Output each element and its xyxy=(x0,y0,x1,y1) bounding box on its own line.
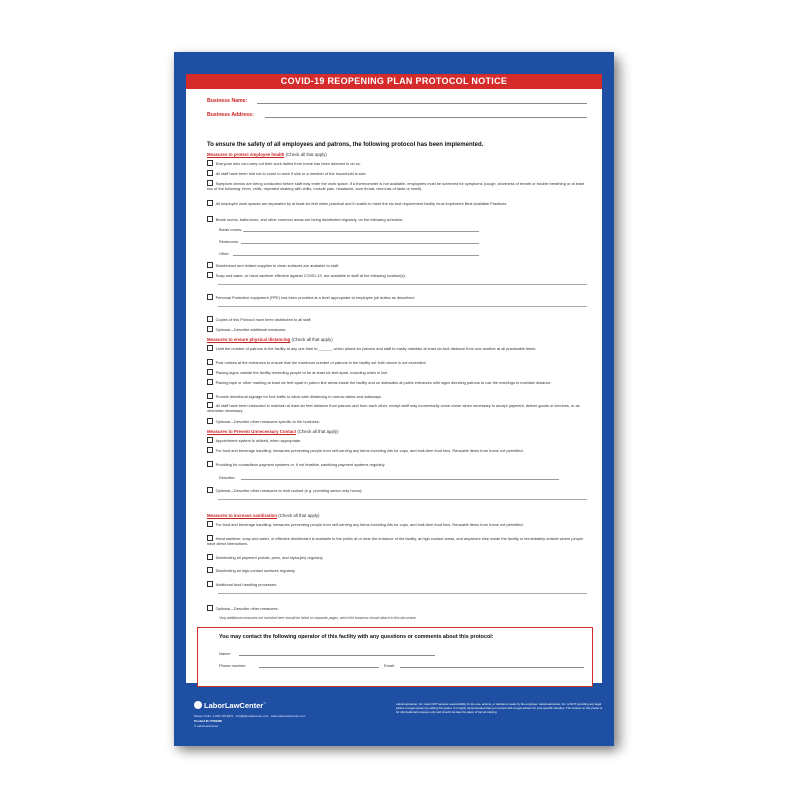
list-item: Optional—Describe other measures specific to the business: xyxy=(207,418,587,424)
checkbox[interactable] xyxy=(207,262,213,268)
list-item: Optional—Describe other measures to limit contact (e.g. providing senior-only hours): xyxy=(207,487,587,493)
business-address-label: Business Address: xyxy=(207,112,254,118)
list-item: Disinfecting all high-contact surfaces regularly. xyxy=(207,567,587,573)
list-item: Symptom checks are being conducted before staff may enter the work space. If a thermometer is not available, employees must be screened for symptoms (cough, shortness of breath or trouble breathing or at least two of the following: fever, chills, repeated shaking with chills, muscle pain, headache, sore throat, new loss of taste or smell). xyxy=(207,181,585,192)
poster-sheet xyxy=(186,74,602,683)
contact-phone-field: Phone number: xyxy=(219,663,379,668)
contact-name-field: Name: xyxy=(219,651,419,656)
poster-title: COVID-19 REOPENING PLAN PROTOCOL NOTICE xyxy=(186,74,602,89)
list-item: Disinfecting all payment portals, pens, and stylus(es) regularly. xyxy=(207,554,587,560)
list-item: For food and beverage handling: measures preventing people from self-serving any items including lids for cups, and bulk-item food bins. Reusable items from home not permitted. xyxy=(207,447,587,453)
section-employee-health-header xyxy=(207,152,587,157)
business-address-line[interactable] xyxy=(265,117,587,118)
list-item: Providing for contactless payment systems or, if not feasible, sanitizing payment systems regularly. xyxy=(207,461,587,467)
form-content xyxy=(186,89,602,683)
section-note: (Check all that apply) xyxy=(291,337,333,342)
section-title: Measures to protect employee health xyxy=(207,152,285,157)
business-name-line[interactable] xyxy=(257,103,587,104)
checkbox[interactable] xyxy=(207,200,213,206)
checkbox[interactable] xyxy=(207,326,213,332)
checkbox[interactable] xyxy=(207,581,213,587)
schedule-restrooms: Restrooms: xyxy=(219,239,479,244)
checkbox[interactable] xyxy=(207,369,213,375)
list-item: For food and beverage handling: measures preventing people from self-serving any items including lids for cups, and bulk-item food bins. Reusable items from home not permitted. xyxy=(207,521,587,527)
checkbox[interactable] xyxy=(207,345,213,351)
checkbox[interactable] xyxy=(207,216,213,222)
blank-line[interactable] xyxy=(218,284,587,285)
blank-line[interactable] xyxy=(218,593,587,594)
list-item: Copies of this Protocol have been distributed to all staff. xyxy=(207,316,587,322)
section-title: Measures to ensure physical distancing xyxy=(207,337,291,342)
section-sanitization-header xyxy=(207,513,587,518)
globe-icon xyxy=(194,701,202,709)
contact-email-line[interactable] xyxy=(400,667,584,668)
checkbox[interactable] xyxy=(207,567,213,573)
list-item: Post notices at the entrances to ensure that the maximum number of patrons in the facility set forth above is not exceeded. xyxy=(207,359,587,365)
schedule-line[interactable] xyxy=(243,231,479,232)
describe-line[interactable] xyxy=(241,479,559,480)
list-item: Placing signs outside the facility reminding people to be at least six feet apart, including when in line. xyxy=(207,369,587,375)
schedule-break-rooms: Break rooms: xyxy=(219,227,479,232)
list-item: Personal Protective equipment (PPE) has been provided at a level appropriate to employee job duties as described: xyxy=(207,294,587,300)
list-item: Appointment system is utilized, when appropriate. xyxy=(207,437,587,443)
blank-line[interactable] xyxy=(218,499,587,500)
checkbox[interactable] xyxy=(207,447,213,453)
checkbox[interactable] xyxy=(207,418,213,424)
checkbox[interactable] xyxy=(207,170,213,176)
list-item: Limit the number of patrons in the facility at any one time to ______, which allows for patrons and staff to easily maintain at least six-foot distance from one another at all practicable times. xyxy=(207,345,587,351)
list-item: All staff have been told not to come to work if sick or a member of the household is sick. xyxy=(207,170,587,176)
contact-box xyxy=(197,627,593,687)
checkbox[interactable] xyxy=(207,554,213,560)
checkbox[interactable] xyxy=(207,393,213,399)
checkbox[interactable] xyxy=(207,294,213,300)
section-physical-distancing-header xyxy=(207,337,587,342)
checkbox[interactable] xyxy=(207,180,213,186)
checkbox[interactable] xyxy=(207,461,213,467)
contact-email-field: Email: xyxy=(384,663,584,668)
footer-copyright: © LaborLawCenter xyxy=(194,724,219,728)
business-address-field xyxy=(207,112,587,118)
checkbox[interactable] xyxy=(207,379,213,385)
poster xyxy=(174,52,614,746)
contact-name-line[interactable] xyxy=(239,655,435,656)
additional-measures-note: *Any additional measures not included here should be listed on separate pages, which the business should attach to this document. xyxy=(219,616,417,620)
checkbox[interactable] xyxy=(207,535,213,541)
brand-logo: LaborLawCenter™ xyxy=(194,701,266,710)
list-item: Hand sanitizer, soap and water, or effective disinfectant is available to the public at or near the entrance of the facility, at high contact areas, and anywhere else inside the facility or immediately outside where people have direct interactions. xyxy=(207,536,584,547)
section-unnecessary-contact-header xyxy=(207,429,587,434)
checkbox[interactable] xyxy=(207,160,213,166)
footer-disclaimer: LaborLawCenter, Inc. does NOT assume responsibility for the use, actions, or decisions made by the employer. LaborLawCenter, Inc. is NOT providing any legal advice or legal opinion by selling this poster. It is highly recommended that you consult with a legal advisor for your specific situation. The content on this poster is for informational purposes only and should not take the place of formal training. xyxy=(396,702,603,714)
schedule-other: Other: xyxy=(219,251,479,256)
contact-phone-line[interactable] xyxy=(259,667,379,668)
list-item: Optional—Describe additional measures: xyxy=(207,326,587,332)
schedule-line[interactable] xyxy=(233,255,479,256)
describe-field: Describe: xyxy=(219,475,559,480)
list-item: Placing tape or other marking at least six feet apart in patron line areas inside the facility and on sidewalks at public entrances with signs directing patrons to use the markings to maintain distance. xyxy=(207,379,587,385)
section-title: Measures to increase sanitization xyxy=(207,513,278,518)
list-item: All staff have been instructed to maintain at least six feet distance from patrons and from each other, except staff may momentarily come closer when necessary to accept payment, deliver goods or services, or as otherwise necessary. xyxy=(207,403,580,414)
footer-product-id: Product ID: P062380 xyxy=(194,719,222,723)
checkbox[interactable] xyxy=(207,272,213,278)
blank-line[interactable] xyxy=(218,306,587,307)
intro-statement: To ensure the safety of all employees and patrons, the following protocol has been implemented. xyxy=(207,142,484,148)
list-item: Everyone who can carry out their work duties from home has been directed to do so. xyxy=(207,160,587,166)
list-item: Break rooms, bathrooms, and other common areas are being disinfected regularly, on the following schedule: xyxy=(207,216,587,222)
list-item: All employee work spaces are separated by at least six feet when practical and if unable to meet the six-foot requirement facility must implement Best Available Practices. xyxy=(207,200,587,206)
list-item: Soap and water, or hand sanitizer effective against COVID-19, are available to staff at the following location(s): xyxy=(207,272,587,278)
checkbox[interactable] xyxy=(207,359,213,365)
list-item: Provide directional signage for foot traffic to allow safe distancing in narrow aisles and walkways. xyxy=(207,393,587,399)
checkbox[interactable] xyxy=(207,402,213,408)
footer-contact: Please Order: 1-800-745-9970 · info@laborlawcenter.com · www.LaborLawCenter.com xyxy=(194,714,306,718)
checkbox[interactable] xyxy=(207,487,213,493)
list-item: Additional food handling processes: xyxy=(207,581,587,587)
checkbox[interactable] xyxy=(207,605,213,611)
checkbox[interactable] xyxy=(207,437,213,443)
checkbox[interactable] xyxy=(207,316,213,322)
list-item: Disinfectant and related supplies to clean surfaces are available to staff. xyxy=(207,262,587,268)
section-note: (Check all that apply) xyxy=(285,152,327,157)
checkbox[interactable] xyxy=(207,521,213,527)
section-note: (Check all that apply) xyxy=(278,513,320,518)
business-name-label: Business Name: xyxy=(207,98,248,104)
list-item: Optional—Describe other measures: xyxy=(207,605,587,611)
business-name-field xyxy=(207,98,587,104)
section-note: (Check all that apply) xyxy=(297,429,339,434)
contact-title: You may contact the following operator of this facility with any questions or comments about this protocol: xyxy=(219,634,494,640)
section-title: Measures to Prevent Unnecessary Contact xyxy=(207,429,297,434)
schedule-line[interactable] xyxy=(241,243,479,244)
